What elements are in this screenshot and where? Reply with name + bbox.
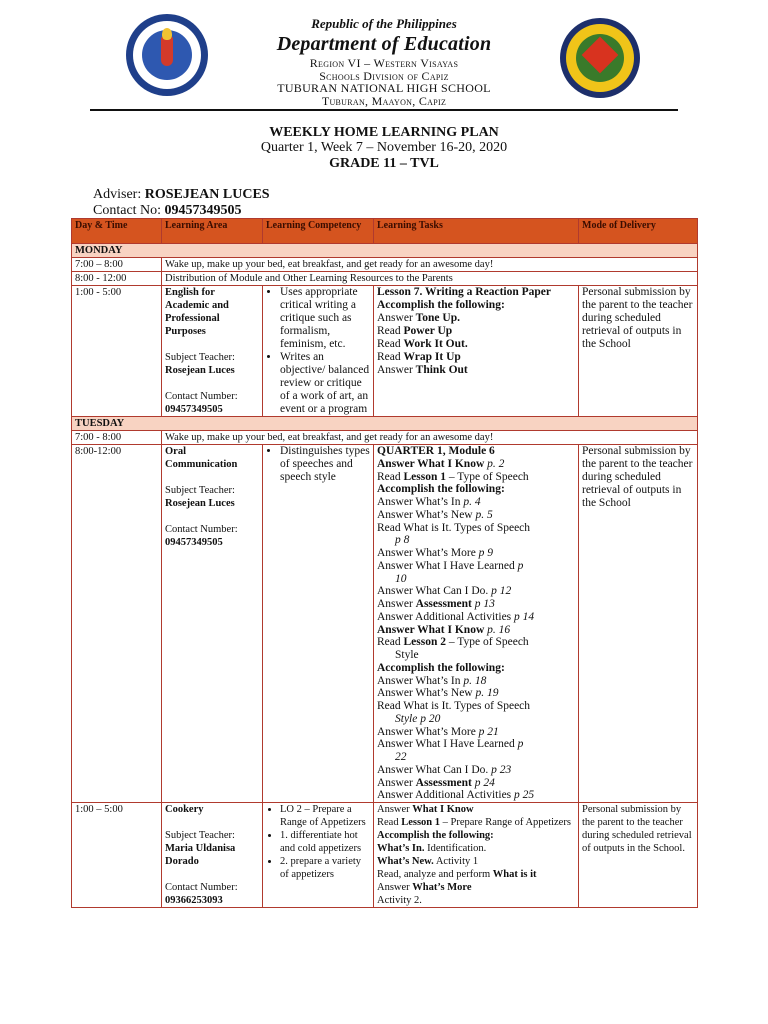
header-learning-tasks: Learning Tasks: [374, 219, 579, 244]
competency-item: • Distinguishes types of speeches and speech style: [280, 445, 370, 484]
task-item: Answer What I Know p. 2: [377, 457, 505, 470]
time-cell: 8:00-12:00: [72, 445, 162, 803]
header-learning-competency: Learning Competency: [263, 219, 374, 244]
table-row: [72, 803, 698, 908]
tasks-cell: [374, 803, 579, 908]
delivery-cell: Personal submission by the parent to the teacher during scheduled retrieval of outputs in the School.: [579, 803, 698, 908]
learning-area-name: English for Academic and Professional Purposes: [165, 287, 229, 337]
learning-area-cell: [162, 445, 263, 803]
task-item: Answer What’s New p. 5: [377, 508, 493, 521]
task-item: Read What is It. Types of Speech: [377, 521, 531, 534]
teacher-contact: 09457349505: [165, 537, 223, 548]
task-lesson: Lesson 7. Writing a Reaction Paper: [377, 286, 551, 298]
table-row: [72, 286, 698, 417]
task-item: p 8: [395, 534, 410, 547]
task-item: Answer Tone Up.: [377, 312, 460, 324]
teacher-contact-label: Contact Number:: [165, 524, 238, 535]
competency-cell: [263, 803, 374, 908]
task-item: Read Wrap It Up: [377, 351, 461, 363]
task-item: 22: [395, 751, 407, 763]
adviser-line: [93, 187, 270, 203]
task-item: What’s In. Identification.: [377, 843, 487, 854]
activity-cell: Distribution of Module and Other Learning Resources to the Parents: [162, 272, 698, 286]
competency-cell: [263, 445, 374, 803]
learning-area-name: Oral Communication: [165, 446, 238, 470]
task-item: Answer What’s More p 9: [377, 547, 494, 559]
day-label: TUESDAY: [72, 417, 698, 431]
tasks-cell: [374, 445, 579, 803]
day-row-tuesday: [72, 417, 698, 431]
time-cell: 8:00 - 12:00: [72, 272, 162, 286]
task-item: Answer What I Have Learned p: [377, 738, 524, 751]
department-heading: Department of Education: [276, 33, 492, 55]
time-cell: 7:00 - 8:00: [72, 431, 162, 445]
task-item: Answer Assessment p 24: [377, 776, 495, 789]
task-item: Read Work It Out.: [377, 338, 468, 350]
task-item: Style: [395, 649, 419, 661]
task-item: Read What is It. Types of Speech: [377, 700, 531, 712]
task-accomplish: Accomplish the following:: [377, 299, 505, 311]
task-item: Answer What Can I Do. p 23: [377, 763, 512, 776]
teacher-label: Subject Teacher:: [165, 830, 235, 841]
task-item: Read Power Up: [377, 325, 453, 337]
learning-area-cell: [162, 803, 263, 908]
task-item: Read Lesson 2 – Type of Speech: [377, 636, 529, 649]
learning-area-cell: [162, 286, 263, 417]
task-item: What’s New. Activity 1: [377, 856, 479, 867]
teacher-contact-label: Contact Number:: [165, 391, 238, 402]
task-item: Read Lesson 1 – Type of Speech: [377, 470, 529, 483]
task-item: Read Lesson 1 – Prepare Range of Appetizers: [377, 817, 571, 828]
plan-grade: GRADE 11 – TVL: [329, 156, 439, 171]
day-label: MONDAY: [72, 244, 698, 258]
task-item: Answer What I Know p. 16: [377, 623, 511, 636]
plan-title: WEEKLY HOME LEARNING PLAN: [269, 125, 499, 140]
activity-cell: Wake up, make up your bed, eat breakfast, and get ready for an awesome day!: [162, 258, 698, 272]
teacher-contact: 09366253093: [165, 895, 223, 906]
learning-plan-table: [71, 218, 698, 908]
competency-item: • Writes an objective/ balanced review or critique of a work of art, an event or a program: [280, 351, 370, 416]
header-day-time: Day & Time: [72, 219, 162, 244]
table-row: [72, 258, 698, 272]
teacher-name: Rosejean Luces: [165, 365, 235, 376]
contact-line: [93, 203, 242, 219]
division-line: Schools Division of Capiz: [319, 69, 449, 83]
task-accomplish: Accomplish the following:: [377, 661, 505, 674]
task-item: Answer What I Have Learned p: [377, 559, 524, 572]
task-item: Answer What’s New p. 19: [377, 687, 499, 700]
activity-cell: Wake up, make up your bed, eat breakfast, and get ready for an awesome day!: [162, 431, 698, 445]
competency-item: • 1. differentiate hot and cold appetizers: [280, 829, 370, 855]
day-row-monday: [72, 244, 698, 258]
delivery-cell: Personal submission by the parent to the teacher during scheduled retrieval of outputs in the School: [579, 445, 698, 803]
time-cell: 1:00 – 5:00: [72, 803, 162, 908]
task-item: Activity 2.: [377, 895, 422, 906]
teacher-contact: 09457349505: [165, 404, 223, 415]
table-row: [72, 431, 698, 445]
time-cell: 7:00 – 8:00: [72, 258, 162, 272]
task-item: Answer What’s In p. 18: [377, 674, 487, 687]
task-accomplish: Accomplish the following:: [377, 830, 494, 841]
contact-number: 09457349505: [164, 203, 242, 218]
competency-item: • Uses appropriate critical writing a critique such as formalism, feminism, etc.: [280, 286, 370, 351]
competency-cell: [263, 286, 374, 417]
task-item: Answer What’s More p 21: [377, 725, 499, 738]
task-module: QUARTER 1, Module 6: [377, 445, 495, 457]
table-header-row: [72, 219, 698, 244]
task-accomplish: Accomplish the following:: [377, 483, 505, 496]
task-item: Read, analyze and perform What is it: [377, 869, 537, 880]
task-item: Answer Think Out: [377, 364, 468, 376]
republic-heading: Republic of the Philippines: [311, 16, 457, 31]
adviser-label: Adviser:: [93, 187, 142, 202]
task-item: Answer Additional Activities p 25: [377, 789, 535, 802]
teacher-label: Subject Teacher:: [165, 352, 235, 363]
header-mode-of-delivery: Mode of Delivery: [579, 219, 698, 244]
learning-area-name: Cookery: [165, 804, 204, 815]
teacher-name: Rosejean Luces: [165, 498, 235, 509]
task-item: 10: [395, 572, 407, 585]
teacher-label: Subject Teacher:: [165, 485, 235, 496]
task-item: Answer Assessment p 13: [377, 598, 495, 610]
teacher-contact-label: Contact Number:: [165, 882, 238, 893]
table-row: [72, 445, 698, 803]
school-line: TUBURAN NATIONAL HIGH SCHOOL: [277, 81, 491, 95]
task-item: Answer Additional Activities p 14: [377, 610, 535, 623]
time-cell: 1:00 - 5:00: [72, 286, 162, 417]
contact-label: Contact No:: [93, 203, 162, 218]
task-item: Style p 20: [395, 712, 441, 725]
tasks-cell: [374, 286, 579, 417]
delivery-cell: Personal submission by the parent to the teacher during scheduled retrieval of outputs in the School: [579, 286, 698, 417]
task-item: Answer What’s More: [377, 882, 472, 893]
task-item: Answer What Can I Do. p 12: [377, 585, 512, 598]
address-line: Tuburan, Maayon, Capiz: [321, 94, 447, 108]
task-item: Answer What’s In p. 4: [377, 496, 481, 508]
adviser-name: ROSEJEAN LUCES: [144, 187, 270, 202]
task-item: Answer What I Know: [377, 804, 474, 815]
competency-item: • LO 2 – Prepare a Range of Appetizers: [280, 803, 370, 829]
table-row: [72, 272, 698, 286]
plan-quarter: Quarter 1, Week 7 – November 16-20, 2020: [260, 140, 508, 155]
region-line: Region VI – Western Visayas: [309, 56, 459, 70]
header-learning-area: Learning Area: [162, 219, 263, 244]
header-divider: [90, 109, 678, 111]
competency-item: • 2. prepare a variety of appetizers: [280, 855, 370, 881]
teacher-name: Maria Uldanisa Dorado: [165, 843, 236, 867]
